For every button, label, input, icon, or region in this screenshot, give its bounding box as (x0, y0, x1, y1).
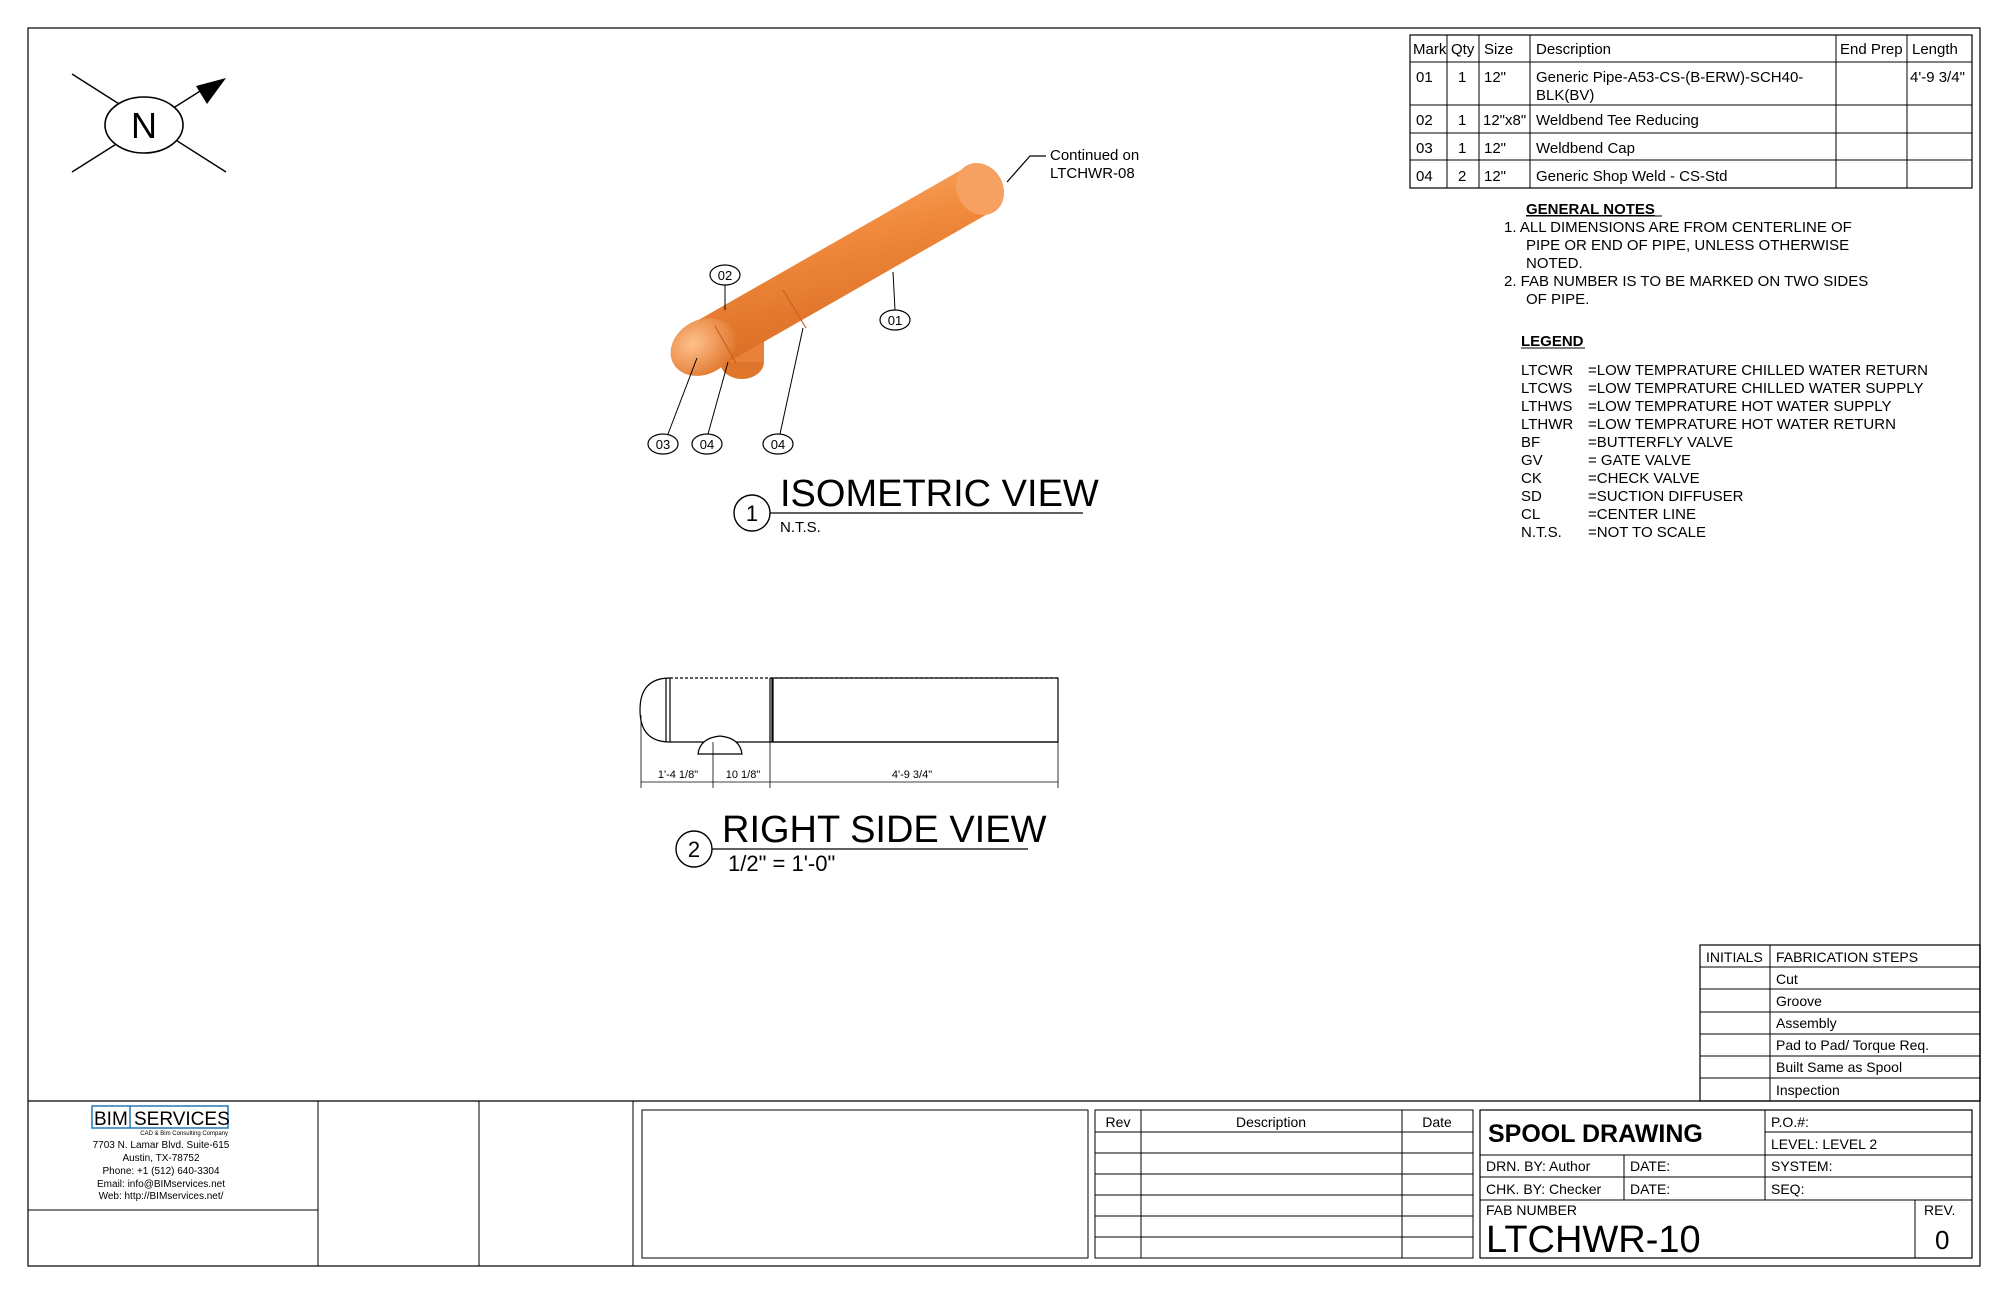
bom-cell: 1 (1458, 112, 1467, 129)
view-number: 1 (745, 501, 759, 526)
bom-cell: 12" (1484, 69, 1507, 86)
bom-header-mark: Mark (1413, 41, 1447, 58)
legend-abbr: LTHWR (1521, 416, 1574, 433)
bom-cell: 02 (1416, 112, 1433, 129)
company-address1: 7703 N. Lamar Blvd. Suite-615 (92, 1140, 230, 1151)
bom-cell: 01 (1416, 69, 1433, 86)
bom-table (1410, 35, 1972, 188)
tag-01: 01 (887, 313, 903, 328)
legend-abbr: BF (1521, 434, 1541, 451)
bom-cell: 12" (1484, 140, 1507, 157)
legend-abbr: N.T.S. (1521, 524, 1562, 541)
revisions-table (1095, 1110, 1473, 1258)
dim-tee-to-weld: 10 1/8" (725, 769, 761, 781)
tag-02: 02 (717, 268, 733, 283)
rev-header-description: Description (1235, 1114, 1307, 1130)
legend-def: =LOW TEMPRATURE HOT WATER RETURN (1588, 416, 1896, 433)
bom-cell: 1 (1458, 140, 1467, 157)
note-line: 2. FAB NUMBER IS TO BE MARKED ON TWO SIDES (1504, 273, 1869, 290)
logo-tagline: CAD & Bim Consulting Company (140, 1131, 228, 1137)
note-line: 1. ALL DIMENSIONS ARE FROM CENTERLINE OF (1504, 219, 1852, 236)
tag-04: 04 (770, 437, 786, 452)
isometric-view-scale: N.T.S. (780, 519, 821, 536)
company-web[interactable]: Web: http://BIMservices.net/ (98, 1191, 224, 1202)
fab-header-steps: FABRICATION STEPS (1776, 949, 1919, 965)
bom-cell: 1 (1458, 69, 1467, 86)
legend-def: =CHECK VALVE (1588, 470, 1700, 487)
rev-value: 0 (1935, 1225, 1950, 1255)
bom-header-length: Length (1912, 41, 1958, 58)
legend-def: =BUTTERFLY VALVE (1588, 434, 1734, 451)
rev-header-date: Date (1422, 1114, 1452, 1130)
title-block (1480, 1110, 1972, 1261)
right-side-view (640, 678, 1058, 876)
tag-04: 04 (699, 437, 715, 452)
general-notes (1504, 201, 1868, 308)
legend-abbr: LTHWS (1521, 398, 1573, 415)
note-line: OF PIPE. (1526, 291, 1590, 308)
fab-number-label: FAB NUMBER (1486, 1202, 1578, 1218)
view-number: 2 (687, 837, 701, 862)
bom-header-qty: Qty (1451, 41, 1475, 58)
north-label: N (131, 105, 157, 146)
continued-on-ref: LTCHWR-08 (1050, 165, 1135, 182)
tag-03: 03 (655, 437, 671, 452)
legend-abbr: CK (1521, 470, 1542, 487)
bom-header-description: Description (1536, 41, 1612, 58)
bom-cell: 12" (1484, 168, 1507, 185)
legend-def: =SUCTION DIFFUSER (1588, 488, 1744, 505)
legend-def: =CENTER LINE (1588, 506, 1696, 523)
fab-step: Pad to Pad/ Torque Req. (1776, 1037, 1930, 1053)
rev-label: REV. (1924, 1202, 1956, 1218)
system-field: SYSTEM: (1771, 1158, 1833, 1174)
fab-step: Cut (1776, 971, 1798, 987)
note-line: NOTED. (1526, 255, 1583, 272)
legend-abbr: CL (1521, 506, 1541, 523)
key-plan-box (642, 1110, 1088, 1258)
general-notes-title: GENERAL NOTES (1526, 201, 1655, 218)
legend (1521, 333, 1928, 541)
dim-cap-to-tee: 1'-4 1/8" (657, 769, 699, 781)
spool-drawing-title: SPOOL DRAWING (1488, 1120, 1703, 1148)
legend-abbr: GV (1521, 452, 1543, 469)
fab-step: Built Same as Spool (1776, 1059, 1903, 1075)
checked-by: CHK. BY: Checker (1486, 1181, 1602, 1197)
bom-cell: 03 (1416, 140, 1433, 157)
fab-number: LTCHWR-10 (1486, 1219, 1701, 1261)
bom-cell: Generic Pipe-A53-CS-(B-ERW)-SCH40- (1536, 69, 1804, 86)
bom-cell: 4'-9 3/4" (1910, 69, 1965, 86)
sheet-border (28, 28, 1980, 1266)
date-drawn: DATE: (1630, 1158, 1671, 1174)
legend-def: =LOW TEMPRATURE HOT WATER SUPPLY (1588, 398, 1892, 415)
legend-abbr: SD (1521, 488, 1542, 505)
logo-left: BIM (94, 1109, 128, 1130)
fab-header-initials: INITIALS (1706, 949, 1763, 965)
company-block (92, 1106, 230, 1202)
fabrication-steps-table (1700, 945, 1980, 1101)
logo-right: SERVICES (134, 1109, 230, 1130)
po-number: P.O.#: (1771, 1114, 1809, 1130)
north-arrow (72, 74, 226, 172)
company-address2: Austin, TX-78752 (122, 1153, 200, 1164)
fab-step: Inspection (1776, 1082, 1840, 1098)
dim-pipe-length: 4'-9 3/4" (891, 769, 933, 781)
legend-abbr: LTCWS (1521, 380, 1573, 397)
drawn-by: DRN. BY: Author (1486, 1158, 1591, 1174)
legend-abbr: LTCWR (1521, 362, 1574, 379)
continued-on-label: Continued on (1050, 147, 1140, 164)
legend-title: LEGEND (1521, 333, 1584, 350)
right-side-view-title: RIGHT SIDE VIEW (722, 809, 1047, 851)
bom-cell: 04 (1416, 168, 1433, 185)
note-line: PIPE OR END OF PIPE, UNLESS OTHERWISE (1526, 237, 1850, 254)
right-side-view-scale: 1/2" = 1'-0" (728, 851, 836, 876)
bom-cell: BLK(BV) (1536, 87, 1595, 104)
north-arrow-head-icon (196, 78, 226, 104)
isometric-view-title: ISOMETRIC VIEW (780, 473, 1099, 515)
legend-def: =LOW TEMPRATURE CHILLED WATER RETURN (1588, 362, 1928, 379)
bom-header-size: Size (1484, 41, 1514, 58)
bom-header-endprep: End Prep (1840, 41, 1903, 58)
legend-def: =NOT TO SCALE (1588, 524, 1706, 541)
isometric-view (648, 147, 1139, 536)
fab-step: Assembly (1776, 1015, 1837, 1031)
fab-step: Groove (1776, 993, 1822, 1009)
rev-header-rev: Rev (1105, 1114, 1131, 1130)
company-email[interactable]: Email: info@BIMservices.net (97, 1179, 225, 1190)
company-phone: Phone: +1 (512) 640-3304 (102, 1166, 220, 1177)
bom-cell: Weldbend Tee Reducing (1536, 112, 1699, 129)
bom-cell: Generic Shop Weld - CS-Std (1536, 168, 1728, 185)
level-field: LEVEL: LEVEL 2 (1771, 1136, 1878, 1152)
legend-def: =LOW TEMPRATURE CHILLED WATER SUPPLY (1588, 380, 1924, 397)
date-checked: DATE: (1630, 1181, 1671, 1197)
seq-field: SEQ: (1771, 1181, 1805, 1197)
bom-cell: Weldbend Cap (1536, 140, 1635, 157)
legend-def: = GATE VALVE (1588, 452, 1691, 469)
bom-cell: 2 (1458, 168, 1467, 185)
bom-cell: 12"x8" (1483, 112, 1527, 129)
